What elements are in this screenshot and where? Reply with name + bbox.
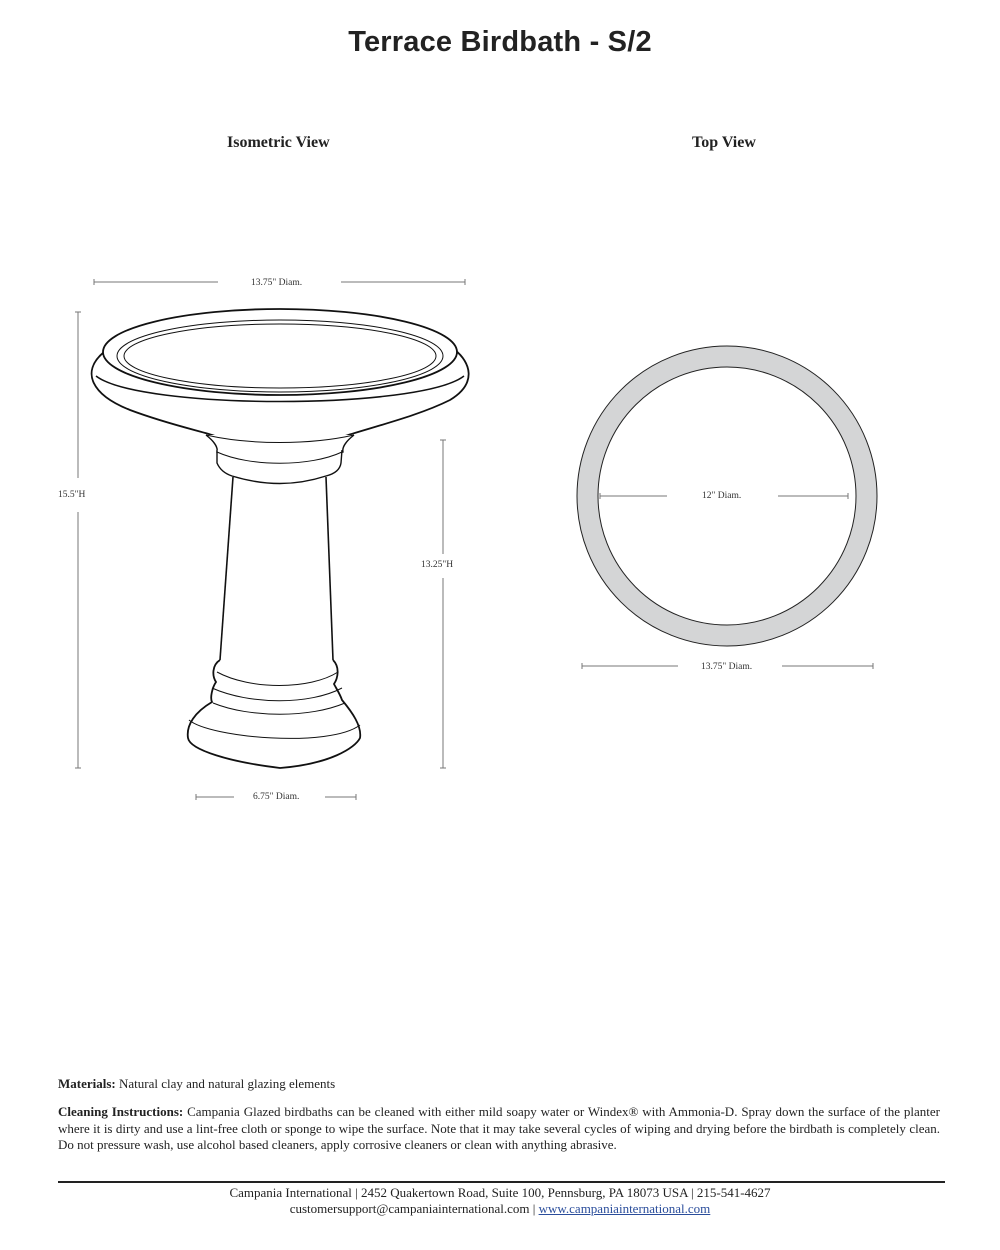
footer xyxy=(0,1185,1000,1217)
cleaning-section xyxy=(58,1104,940,1154)
materials-section xyxy=(58,1076,938,1092)
top-view-heading: Top View xyxy=(692,134,756,151)
cleaning-label: Cleaning Instructions: xyxy=(58,1104,184,1119)
footer-divider xyxy=(58,1181,945,1183)
materials-label: Materials: xyxy=(58,1076,116,1091)
total-height-label: 15.5"H xyxy=(58,490,86,500)
document-title: Terrace Birdbath - S/2 xyxy=(348,26,652,58)
top-diameter-label: 13.75" Diam. xyxy=(251,278,303,288)
footer-address: Campania International | 2452 Quakertown Road, Suite 100, Pennsburg, PA 18073 USA | 215-541-4627 xyxy=(229,1185,771,1200)
inner-diameter-label: 12" Diam. xyxy=(702,491,742,501)
outer-diameter-label: 13.75" Diam. xyxy=(701,662,753,672)
materials-text: Natural clay and natural glazing elements xyxy=(115,1076,336,1091)
pedestal-height-label: 13.25"H xyxy=(421,560,454,570)
footer-email[interactable]: customersupport@campaniainternational.com xyxy=(289,1201,530,1216)
isometric-birdbath xyxy=(92,309,469,768)
footer-separator: | xyxy=(529,1201,539,1216)
cleaning-text: Campania Glazed birdbaths can be cleaned with either mild soapy water or Windex® with Ammonia-D. Spray down the surface of the planter where it is dirty and use a lint-free cloth or sponge to wipe the surface. Note that it may take several cycles of wiping and drying before the birdbath is completely clean. Do not pressure wash, use alcohol based cleaners, apply corrosive cleaners or clean with anything abrasive. xyxy=(58,1104,940,1152)
isometric-view-heading: Isometric View xyxy=(227,134,330,151)
base-diameter-label: 6.75" Diam. xyxy=(253,792,300,802)
footer-website-link[interactable]: www.campaniainternational.com xyxy=(538,1201,711,1216)
footer-contact xyxy=(0,1201,1000,1217)
